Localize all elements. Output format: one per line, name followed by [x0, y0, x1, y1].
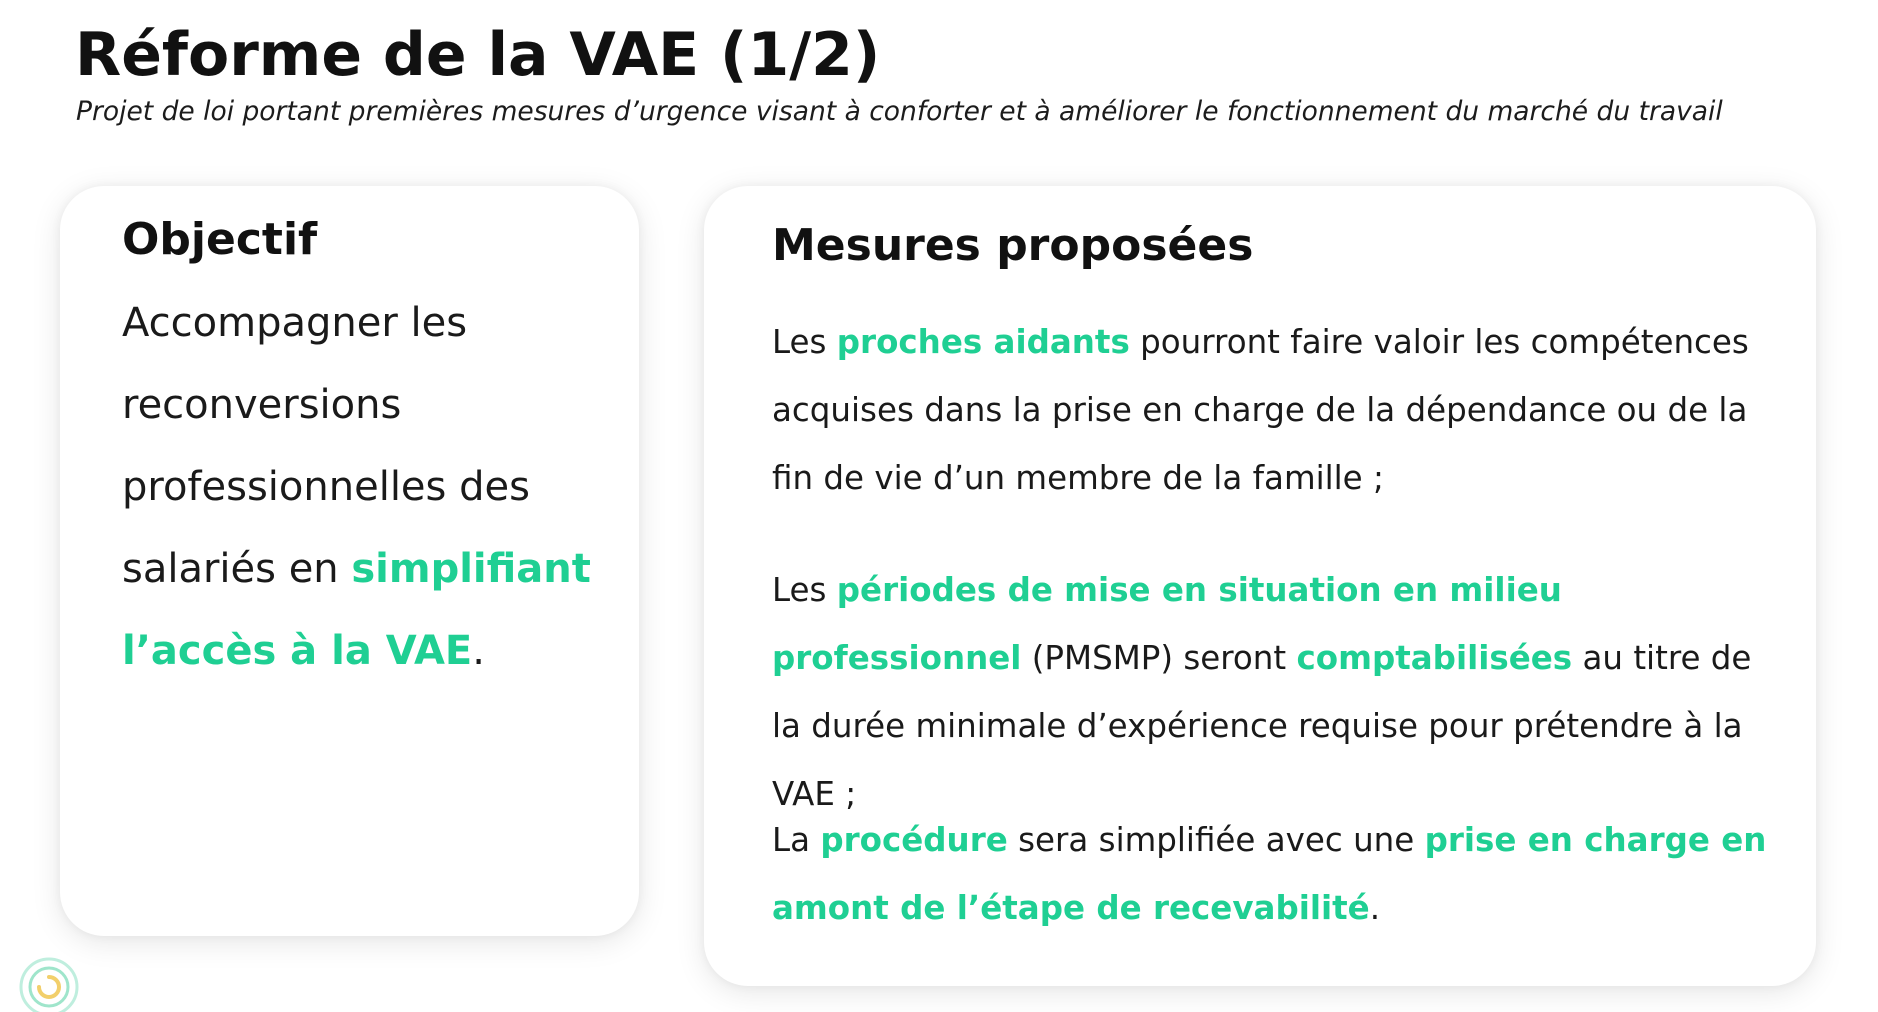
mesure-paragraph-proches-aidants	[772, 308, 1782, 512]
mesure-highlight: proches aidants	[836, 323, 1130, 361]
mesure-paragraph-procedure	[772, 806, 1782, 942]
mesure-highlight: procédure	[820, 821, 1008, 859]
mesure-text: (PMSMP) seront	[1021, 639, 1297, 677]
objectif-text-end: .	[472, 628, 485, 674]
mesure-highlight: périodes de mise en situation en milieu professionnel	[772, 571, 1562, 677]
mesure-paragraph-pmsmp	[772, 556, 1782, 828]
mesure-text: pourront faire valoir les compétences acquises dans la prise en charge de la dépendance ou de la fin de vie d’un membre de la famille ;	[772, 323, 1749, 497]
objectif-text-start: Accompagner les reconversions professionnelles des salariés en	[122, 300, 530, 592]
page-subtitle: Projet de loi portant premières mesures d’urgence visant à conforter et à améliorer le fonctionnement du marché du travail	[76, 96, 1723, 127]
objectif-heading: Objectif	[122, 214, 318, 265]
mesure-text: au titre de la durée minimale d’expérience requise pour prétendre à la VAE ;	[772, 639, 1752, 813]
mesure-text: Les	[772, 571, 837, 609]
mesure-highlight: comptabilisées	[1296, 639, 1573, 677]
spiral-logo-icon	[18, 956, 80, 1012]
mesures-card	[704, 186, 1816, 986]
page-title: Réforme de la VAE (1/2)	[75, 20, 881, 90]
objectif-card	[60, 186, 639, 936]
objectif-highlight: simplifiant l’accès à la VAE	[122, 546, 591, 674]
objectif-text	[122, 282, 622, 692]
mesure-text: .	[1369, 889, 1381, 927]
mesures-heading: Mesures proposées	[772, 220, 1254, 271]
mesure-highlight: prise en charge en amont de l’étape de recevabilité	[772, 821, 1767, 927]
mesure-text: sera simplifiée avec une	[1007, 821, 1425, 859]
mesure-text: La	[772, 821, 821, 859]
mesure-text: Les	[772, 323, 837, 361]
